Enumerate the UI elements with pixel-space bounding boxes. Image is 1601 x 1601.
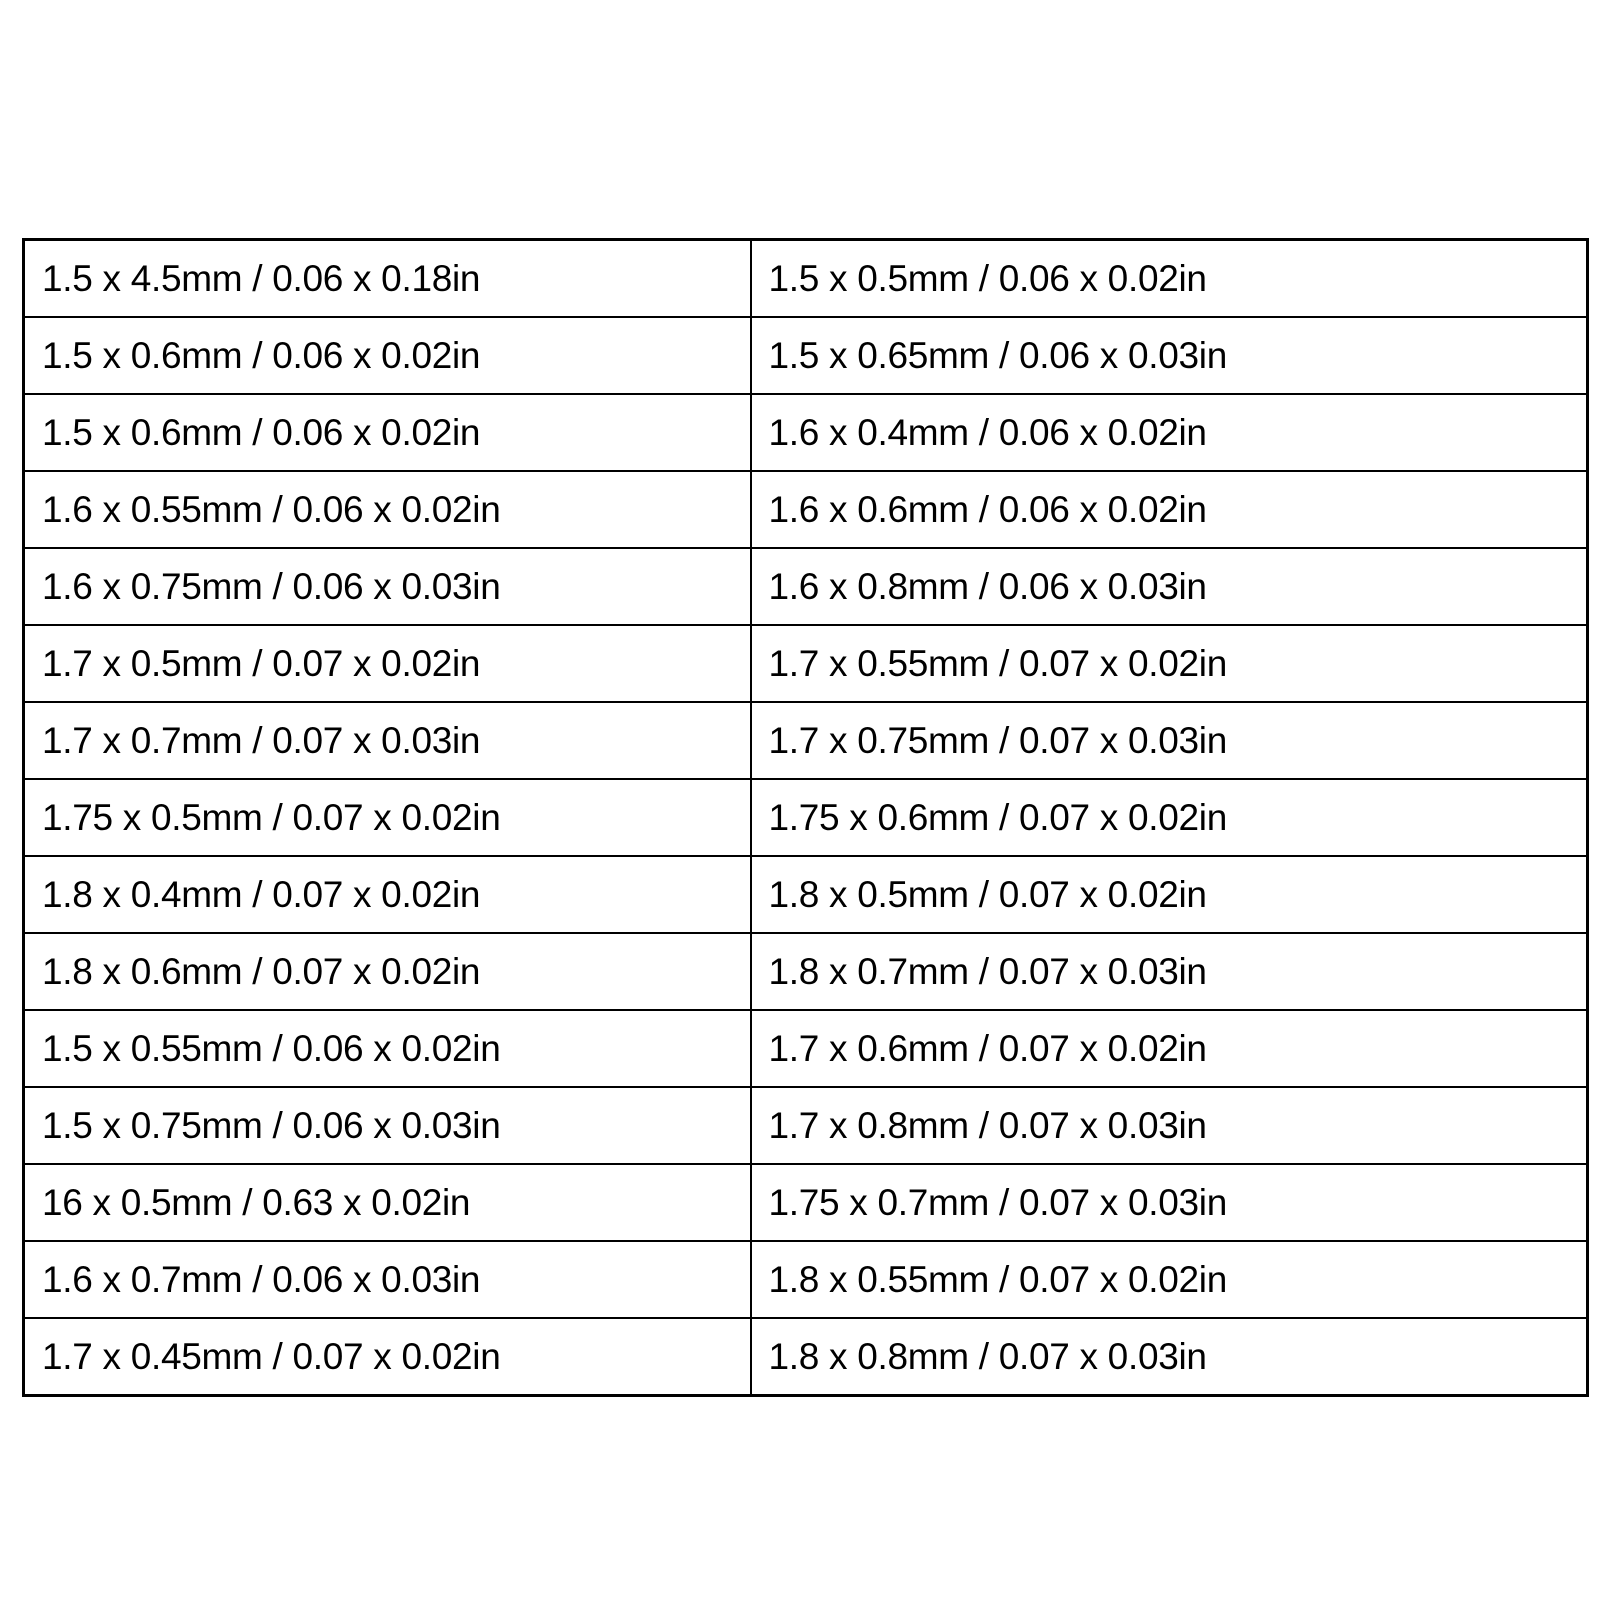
- table-cell: 1.7 x 0.75mm / 0.07 x 0.03in: [751, 702, 1588, 779]
- table-cell: 1.5 x 0.5mm / 0.06 x 0.02in: [751, 240, 1588, 318]
- table-cell: 1.75 x 0.6mm / 0.07 x 0.02in: [751, 779, 1588, 856]
- size-table: [22, 238, 1589, 1397]
- table-cell: 1.7 x 0.55mm / 0.07 x 0.02in: [751, 625, 1588, 702]
- table-cell: 1.8 x 0.5mm / 0.07 x 0.02in: [751, 856, 1588, 933]
- table-cell: 1.75 x 0.5mm / 0.07 x 0.02in: [24, 779, 751, 856]
- table-row: [24, 856, 1588, 933]
- size-table-body: [24, 240, 1588, 1396]
- table-cell: 1.7 x 0.45mm / 0.07 x 0.02in: [24, 1318, 751, 1396]
- table-row: [24, 933, 1588, 1010]
- table-cell: 16 x 0.5mm / 0.63 x 0.02in: [24, 1164, 751, 1241]
- table-row: [24, 779, 1588, 856]
- table-cell: 1.8 x 0.7mm / 0.07 x 0.03in: [751, 933, 1588, 1010]
- table-cell: 1.5 x 0.75mm / 0.06 x 0.03in: [24, 1087, 751, 1164]
- table-row: [24, 548, 1588, 625]
- table-row: [24, 702, 1588, 779]
- table-row: [24, 1241, 1588, 1318]
- table-cell: 1.7 x 0.5mm / 0.07 x 0.02in: [24, 625, 751, 702]
- table-cell: 1.5 x 0.55mm / 0.06 x 0.02in: [24, 1010, 751, 1087]
- table-row: [24, 240, 1588, 318]
- table-cell: 1.5 x 4.5mm / 0.06 x 0.18in: [24, 240, 751, 318]
- table-cell: 1.75 x 0.7mm / 0.07 x 0.03in: [751, 1164, 1588, 1241]
- table-row: [24, 1164, 1588, 1241]
- table-row: [24, 625, 1588, 702]
- table-row: [24, 1010, 1588, 1087]
- table-cell: 1.7 x 0.6mm / 0.07 x 0.02in: [751, 1010, 1588, 1087]
- table-cell: 1.7 x 0.8mm / 0.07 x 0.03in: [751, 1087, 1588, 1164]
- table-cell: 1.5 x 0.6mm / 0.06 x 0.02in: [24, 394, 751, 471]
- table-cell: 1.8 x 0.55mm / 0.07 x 0.02in: [751, 1241, 1588, 1318]
- table-cell: 1.8 x 0.6mm / 0.07 x 0.02in: [24, 933, 751, 1010]
- table-cell: 1.7 x 0.7mm / 0.07 x 0.03in: [24, 702, 751, 779]
- table-row: [24, 394, 1588, 471]
- table-row: [24, 1318, 1588, 1396]
- table-cell: 1.8 x 0.4mm / 0.07 x 0.02in: [24, 856, 751, 933]
- table-row: [24, 317, 1588, 394]
- table-cell: 1.5 x 0.65mm / 0.06 x 0.03in: [751, 317, 1588, 394]
- table-cell: 1.6 x 0.75mm / 0.06 x 0.03in: [24, 548, 751, 625]
- table-cell: 1.5 x 0.6mm / 0.06 x 0.02in: [24, 317, 751, 394]
- table-cell: 1.6 x 0.7mm / 0.06 x 0.03in: [24, 1241, 751, 1318]
- table-cell: 1.6 x 0.8mm / 0.06 x 0.03in: [751, 548, 1588, 625]
- table-cell: 1.6 x 0.6mm / 0.06 x 0.02in: [751, 471, 1588, 548]
- table-cell: 1.8 x 0.8mm / 0.07 x 0.03in: [751, 1318, 1588, 1396]
- table-row: [24, 1087, 1588, 1164]
- table-cell: 1.6 x 0.4mm / 0.06 x 0.02in: [751, 394, 1588, 471]
- table-cell: 1.6 x 0.55mm / 0.06 x 0.02in: [24, 471, 751, 548]
- table-row: [24, 471, 1588, 548]
